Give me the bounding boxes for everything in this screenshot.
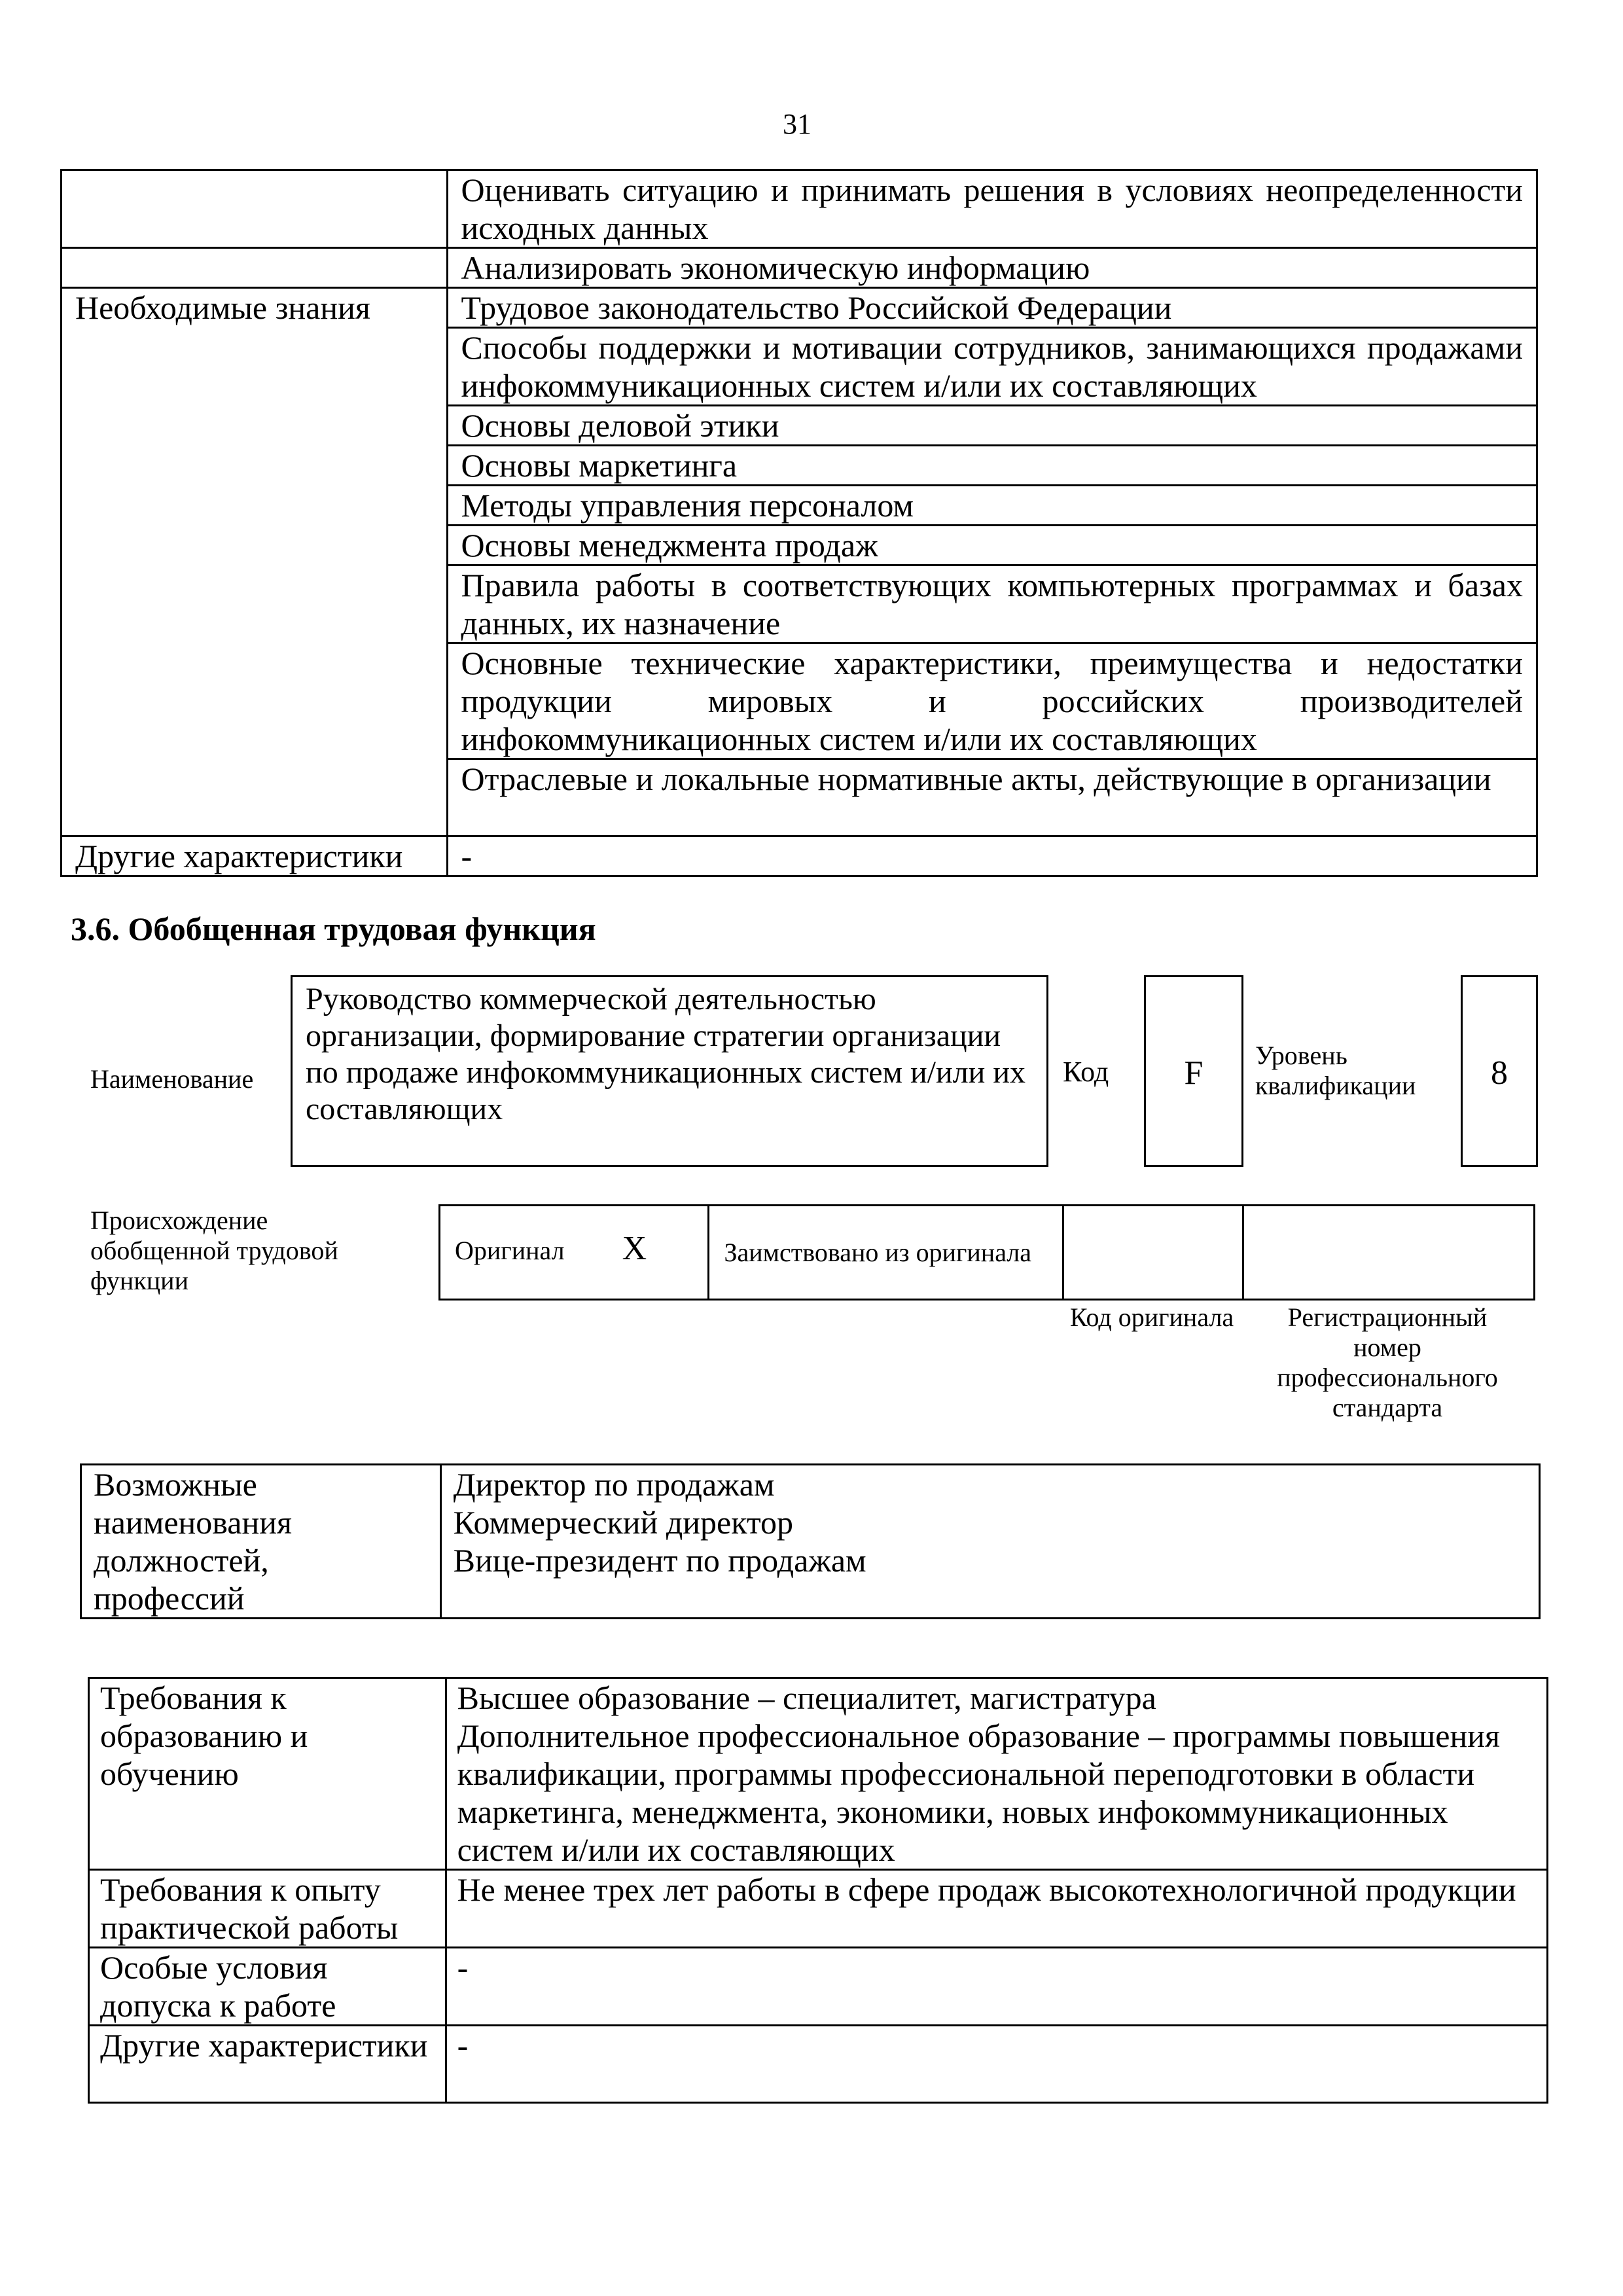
knowledge-item: Отраслевые и локальные нормативные акты, действующие в организации bbox=[447, 759, 1537, 836]
other-req-value: - bbox=[446, 2026, 1547, 2103]
empty-cell bbox=[62, 248, 448, 288]
positions-table bbox=[80, 1463, 1541, 1619]
original-code-cell bbox=[1063, 1206, 1243, 1300]
requirements-table bbox=[88, 1677, 1548, 2104]
knowledge-item: Правила работы в соответствующих компьютерных программах и базах данных, их назначение bbox=[447, 565, 1537, 643]
function-name-box: Руководство коммерческой деятельностью организации, формирование стратегии организации по продаже инфокоммуникационных систем и/или их составляющих bbox=[291, 975, 1048, 1167]
page-number: 31 bbox=[783, 108, 812, 140]
special-value: - bbox=[446, 1948, 1547, 2026]
experience-value: Не менее трех лет работы в сфере продаж высокотехнологичной продукции bbox=[446, 1870, 1547, 1948]
special-label: Особые условия допуска к работе bbox=[89, 1948, 446, 2026]
other-label: Другие характеристики bbox=[62, 836, 448, 876]
empty-cell bbox=[62, 170, 448, 248]
knowledge-table bbox=[60, 169, 1538, 877]
experience-label: Требования к опыту практической работы bbox=[89, 1870, 446, 1948]
knowledge-item: Способы поддержки и мотивации сотрудников, занимающихся продажами инфокоммуникационных систем и/или их составляющих bbox=[447, 328, 1537, 406]
knowledge-item: Основы менеджмента продаж bbox=[447, 526, 1537, 565]
skills-cell-2: Анализировать экономическую информацию bbox=[447, 248, 1537, 288]
other-value: - bbox=[447, 836, 1537, 876]
knowledge-item: Основы деловой этики bbox=[447, 406, 1537, 446]
position-item: Вице-президент по продажам bbox=[453, 1542, 866, 1579]
knowledge-item: Основные технические характеристики, преимущества и недостатки продукции мировых и российских производителей инфокоммуникационных систем и/или их составляющих bbox=[447, 643, 1537, 759]
education-line: Высшее образование – специалитет, магистратура bbox=[457, 1679, 1156, 1716]
other-req-label: Другие характеристики bbox=[89, 2026, 446, 2103]
level-value: 8 bbox=[1461, 975, 1538, 1167]
knowledge-item: Методы управления персоналом bbox=[447, 486, 1537, 526]
borrowed-label: Заимствовано из оригинала bbox=[709, 1206, 1063, 1300]
skills-cell-1: Оценивать ситуацию и принимать решения в условиях неопределенности исходных данных bbox=[447, 170, 1537, 248]
caption-reg: Регистрационный номер профессионального стандарта bbox=[1277, 1302, 1498, 1422]
original-label: Оригинал bbox=[455, 1235, 565, 1265]
origin-label: Происхождение обобщенной трудовой функции bbox=[90, 1206, 338, 1295]
original-mark: X bbox=[622, 1229, 647, 1267]
knowledge-item: Основы маркетинга bbox=[447, 446, 1537, 486]
name-label: Наименование bbox=[90, 1064, 254, 1094]
position-item: Коммерческий директор bbox=[453, 1504, 794, 1541]
knowledge-item: Трудовое законодательство Российской Федерации bbox=[447, 288, 1537, 328]
code-value: F bbox=[1144, 975, 1243, 1167]
level-label: Уровень квалификации bbox=[1255, 1041, 1416, 1100]
education-line: Дополнительное профессиональное образование – программы повышения квалификации, программы профессиональной переподготовки в области маркетинга, менеджмента, экономики, новых инфокоммуникационных систем и/или их составляющих bbox=[457, 1717, 1500, 1868]
knowledge-label: Необходимые знания bbox=[62, 288, 448, 836]
reg-number-cell bbox=[1243, 1206, 1535, 1300]
section-heading: 3.6. Обобщенная трудовая функция bbox=[71, 910, 596, 947]
position-item: Директор по продажам bbox=[453, 1466, 775, 1503]
caption-code: Код оригинала bbox=[1069, 1302, 1234, 1332]
origin-table bbox=[438, 1204, 1535, 1300]
education-label: Требования к образованию и обучению bbox=[89, 1678, 446, 1870]
positions-label: Возможные наименования должностей, профессий bbox=[81, 1465, 441, 1619]
code-label: Код bbox=[1063, 1056, 1109, 1088]
